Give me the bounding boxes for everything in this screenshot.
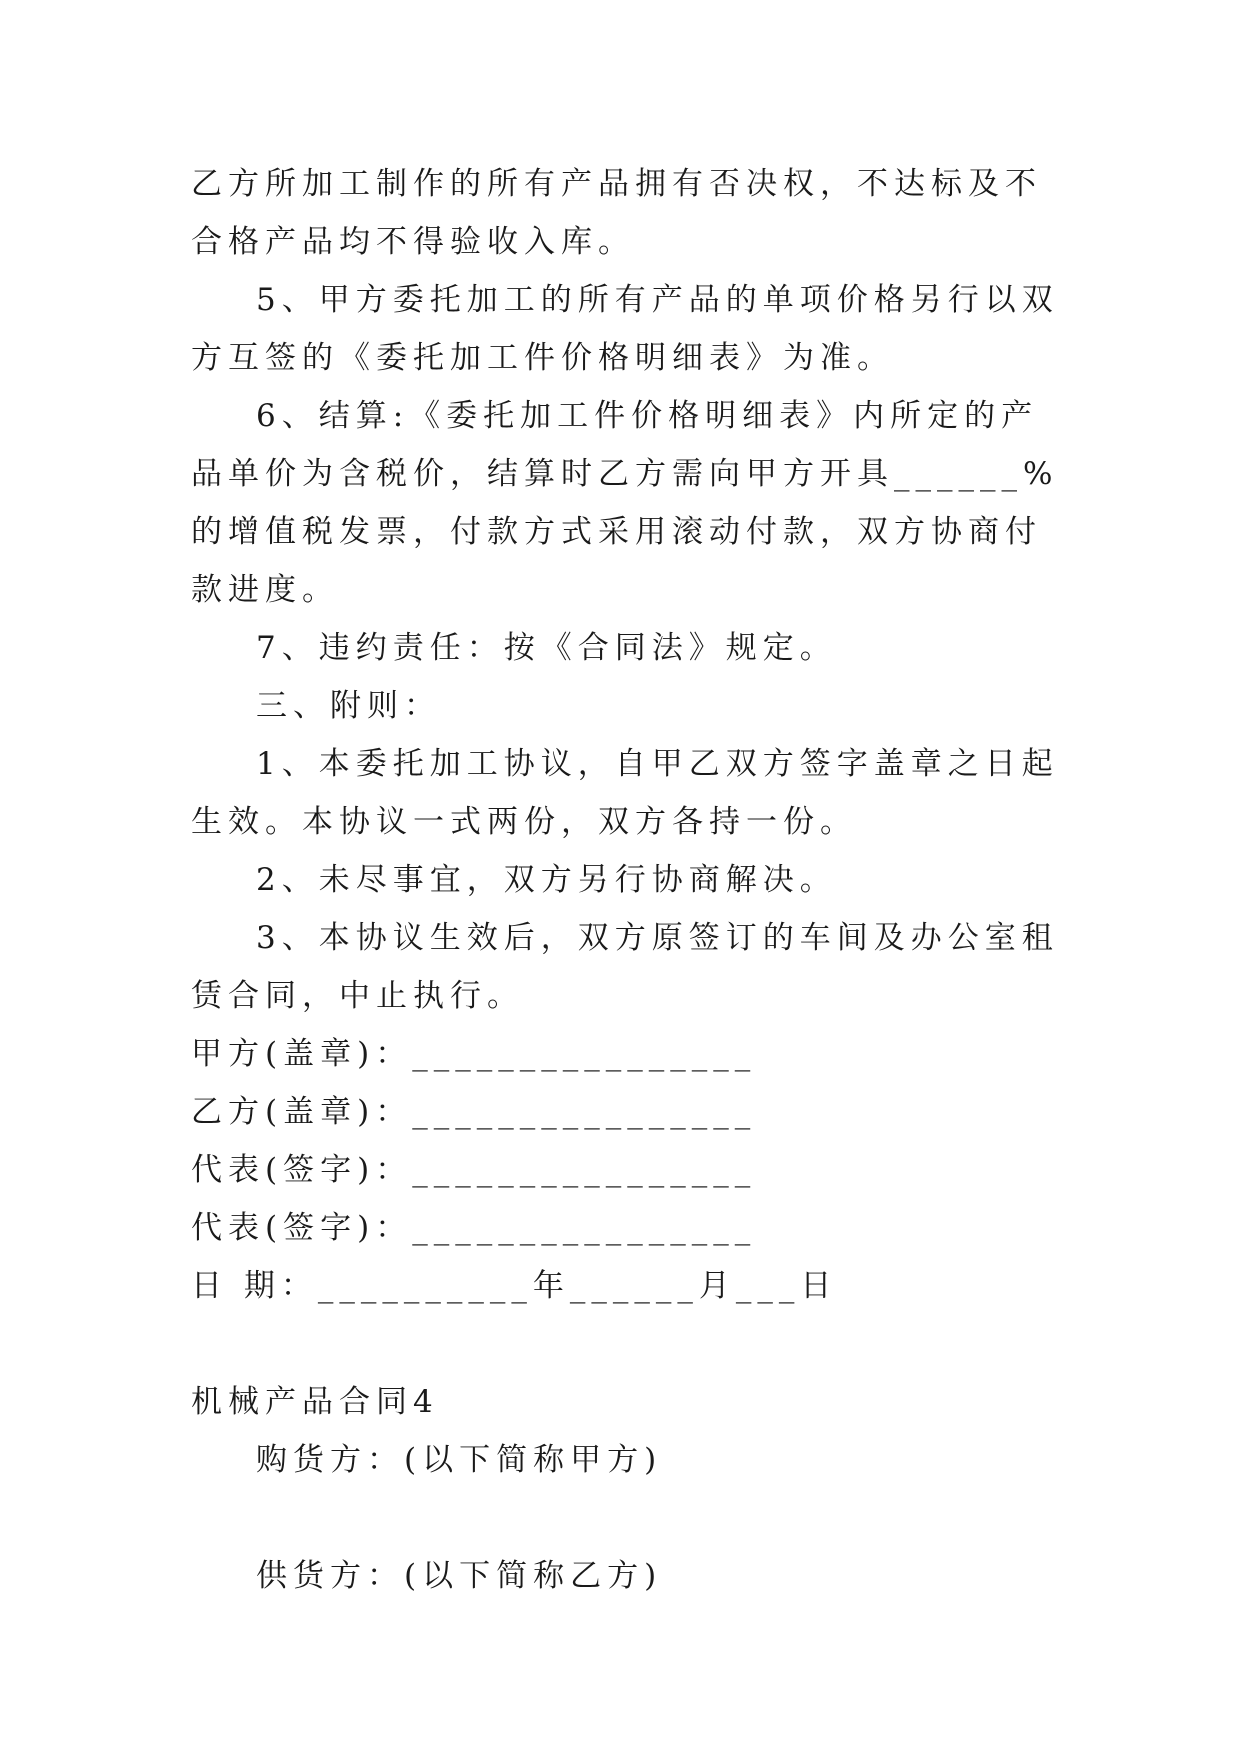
- document-body: [191, 155, 1071, 1605]
- signature-representative-1: 代表(签字)：________________: [191, 1152, 757, 1188]
- supplier-line: 供货方：(以下简称乙方): [256, 1558, 663, 1594]
- signature-date: 日 期：__________年______月___日: [191, 1268, 838, 1304]
- paragraph-clause-5: 5、甲方委托加工的所有产品的单项价格另行以双方互签的《委托加工件价格明细表》为准。: [191, 282, 1059, 376]
- buyer-line: 购货方：(以下简称甲方): [256, 1442, 663, 1478]
- section-heading-appendix: 三、附则：: [256, 688, 441, 724]
- signature-representative-2: 代表(签字)：________________: [191, 1210, 757, 1246]
- paragraph-appendix-1: 1、本委托加工协议，自甲乙双方签字盖章之日起生效。本协议一式两份，双方各持一份。: [191, 746, 1059, 840]
- paragraph-clause-7: 7、违约责任：按《合同法》规定。: [256, 630, 837, 666]
- signature-party-a: 甲方(盖章)：________________: [191, 1036, 757, 1072]
- spacer: [191, 1315, 1071, 1373]
- contract-4-title: 机械产品合同4: [191, 1384, 439, 1420]
- paragraph-appendix-3: 3、本协议生效后，双方原签订的车间及办公室租赁合同，中止执行。: [191, 920, 1059, 1014]
- paragraph-veto-clause: 乙方所加工制作的所有产品拥有否决权，不达标及不合格产品均不得验收入库。: [191, 166, 1042, 260]
- spacer: [191, 1489, 1071, 1547]
- paragraph-clause-6: 6、结算:《委托加工件价格明细表》内所定的产品单价为含税价，结算时乙方需向甲方开具______%的增值税发票，付款方式采用滚动付款，双方协商付款进度。: [191, 398, 1059, 608]
- signature-party-b: 乙方(盖章)：________________: [191, 1094, 757, 1130]
- paragraph-appendix-2: 2、未尽事宜，双方另行协商解决。: [256, 862, 837, 898]
